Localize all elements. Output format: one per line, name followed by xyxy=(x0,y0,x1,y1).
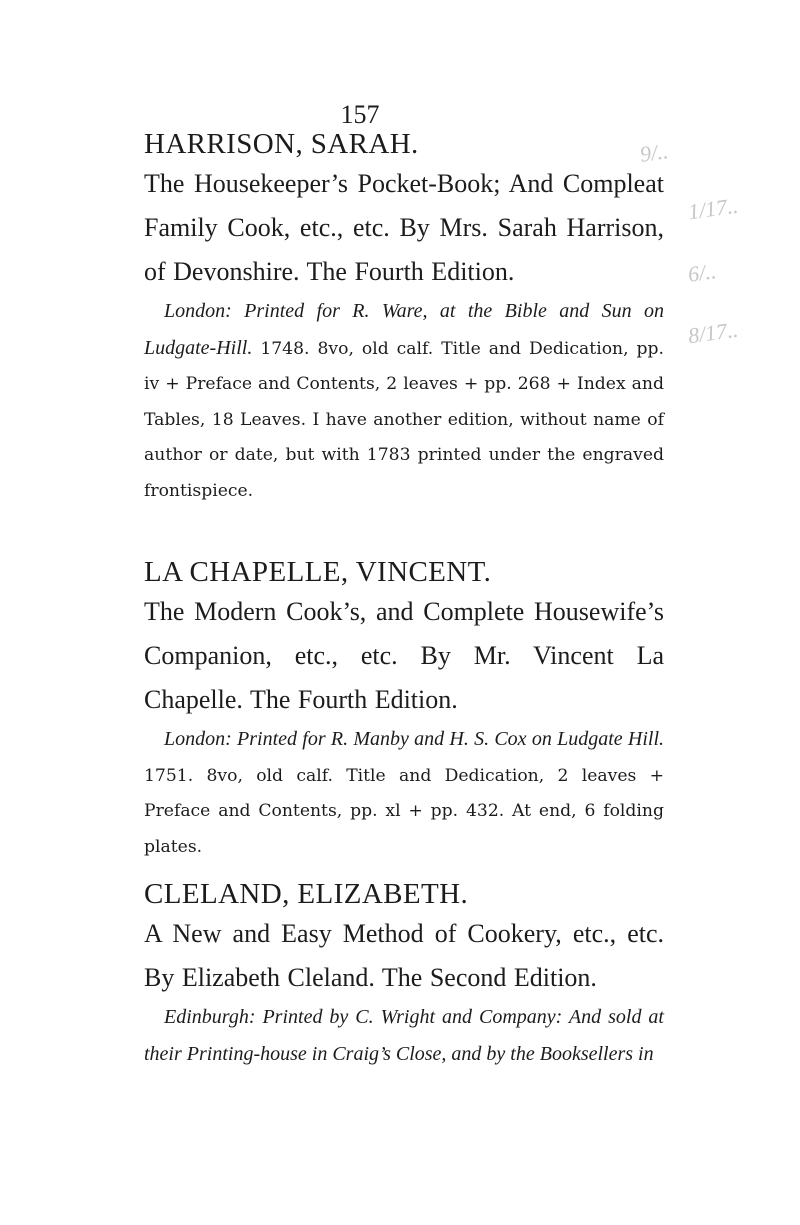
entry-imprint xyxy=(144,722,664,865)
page-number: 157 xyxy=(340,100,380,129)
entry-title: The Housekeeper’s Pocket-Book; And Compleat Family Cook, etc., etc. By Mrs. Sarah Harrison, of Devonshire. The Fourth Edition. xyxy=(144,169,664,286)
entry-title: A New and Easy Method of Cookery, etc., etc. By Elizabeth Cleland. The Second Edition. xyxy=(144,919,664,992)
imprint-publisher: London: Printed for R. Ware, at the Bible and Sun on Ludgate-Hill. xyxy=(144,300,664,359)
margin-note-1: 9/.. xyxy=(638,138,670,167)
margin-note-2: 1/17.. xyxy=(686,192,740,225)
margin-note-4: 8/17.. xyxy=(686,316,740,349)
entry-title: The Modern Cook’s, and Complete Housewife’s Companion, etc., etc. By Mr. Vincent La Chapelle. The Fourth Edition. xyxy=(144,597,664,714)
margin-note-3: 6/.. xyxy=(686,258,718,287)
entry-imprint xyxy=(144,1000,664,1073)
entry-heading: HARRISON, SARAH. xyxy=(144,128,419,160)
imprint-publisher: Edinburgh: Printed by C. Wright and Company: And sold at their Printing-house in Craig’s Close, and by the Booksellers in xyxy=(144,1006,664,1065)
bibliography-entry xyxy=(144,554,664,865)
imprint-details: 1748. 8vo, old calf. Title and Dedication, pp. iv + Preface and Contents, 2 leaves + pp. 268 + Index and Tables, 18 Leaves. I have another edition, without name of author or date, but with 1783 printed under the engraved frontispiece. xyxy=(144,338,665,501)
entry-heading: CLELAND, ELIZABETH. xyxy=(144,878,469,910)
imprint-details: 1751. 8vo, old calf. Title and Dedication, 2 leaves + Preface and Contents, pp. xl + pp. 432. At end, 6 folding plates. xyxy=(144,765,664,857)
imprint-publisher: London: Printed for R. Manby and H. S. Cox on Ludgate Hill. xyxy=(164,728,664,750)
entry-imprint xyxy=(144,294,664,509)
bibliography-entry xyxy=(144,876,664,1073)
entry-heading: LA CHAPELLE, VINCENT. xyxy=(144,556,492,588)
bibliography-entry xyxy=(144,126,664,509)
